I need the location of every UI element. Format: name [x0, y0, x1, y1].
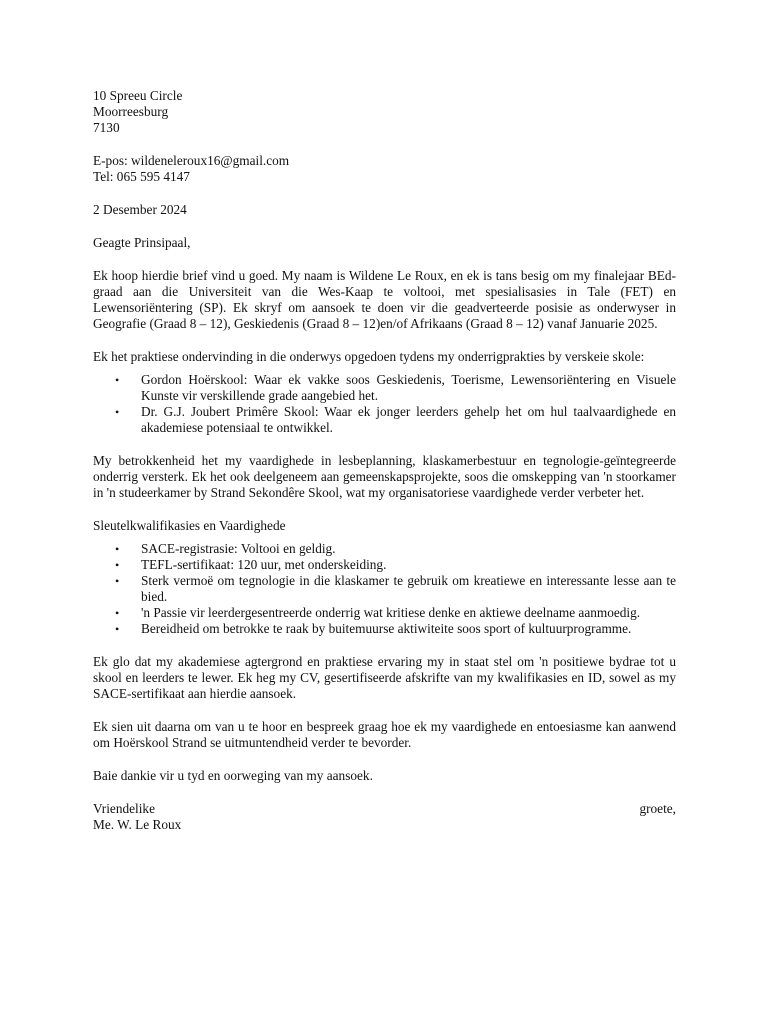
- letter-page: [93, 88, 676, 833]
- list-item: [93, 557, 676, 573]
- letter-date: [93, 202, 676, 218]
- salutation-text: Geagte Prinsipaal,: [93, 235, 191, 250]
- salutation: [93, 235, 676, 251]
- paragraph-experience: Ek het praktiese ondervinding in die onderwys opgedoen tydens my onderrigprakties by verskeie skole:: [93, 349, 645, 364]
- bullet-icon: •: [115, 622, 120, 636]
- date-text: 2 Desember 2024: [93, 202, 187, 217]
- list-item-text: TEFL-sertifikaat: 120 uur, met onderskeiding.: [141, 557, 387, 572]
- paragraph-thanks: Baie dankie vir u tyd en oorweging van my aansoek.: [93, 768, 373, 783]
- schools-list: [93, 372, 676, 436]
- list-item: [93, 621, 676, 637]
- signoff: [93, 801, 676, 833]
- bullet-icon: •: [115, 373, 120, 387]
- list-item: [93, 541, 676, 557]
- list-item-text: Bereidheid om betrokke te raak by buitemuurse aktiwiteite soos sport of kultuurprogramme.: [141, 621, 632, 636]
- list-item: [93, 372, 676, 404]
- bullet-icon: •: [115, 558, 120, 572]
- signoff-name: Me. W. Le Roux: [93, 817, 182, 832]
- signoff-line: [93, 801, 676, 817]
- signoff-left: Vriendelike: [93, 801, 155, 816]
- bullet-icon: •: [115, 542, 120, 556]
- list-item: [93, 404, 676, 436]
- list-item-text: SACE-registrasie: Voltooi en geldig.: [141, 541, 336, 556]
- paragraph-skills: My betrokkenheid het my vaardighede in lesbeplanning, klaskamerbestuur en tegnologie-geïntegreerde onderrig versterk. Ek het ook deelgeneem aan gemeenskapsprojekte, soos die omskepping van 'n stoorkamer in 'n studeerkamer by Strand Sekondêre Skool, wat my organisatoriese vaardighede verder verbeter het.: [93, 453, 676, 500]
- sender-address: [93, 88, 676, 136]
- contact-email: E-pos: wildeneleroux16@gmail.com: [93, 153, 290, 168]
- list-item-text: Dr. G.J. Joubert Primêre Skool: Waar ek jonger leerders gehelp het om hul taalvaardighede en akademiese potensiaal te ontwikkel.: [141, 404, 676, 435]
- paragraph-closing: Ek sien uit daarna om van u te hoor en bespreek graag hoe ek my vaardighede en entoesiasme kan aanwend om Hoërskool Strand se uitmuntendheid verder te bevorder.: [93, 719, 676, 750]
- address-street: 10 Spreeu Circle: [93, 88, 183, 103]
- list-item-text: Sterk vermoë om tegnologie in die klaskamer te gebruik om kreatiewe en interessante lesse aan te bied.: [141, 573, 676, 604]
- list-item-text: 'n Passie vir leerdergesentreerde onderrig wat kritiese denke en aktiewe deelname aanmoedig.: [141, 605, 641, 620]
- bullet-icon: •: [115, 606, 120, 620]
- list-item: [93, 605, 676, 621]
- bullet-icon: •: [115, 574, 120, 588]
- bullet-icon: •: [115, 405, 120, 419]
- address-town: Moorreesburg: [93, 104, 169, 119]
- signoff-right: groete,: [639, 801, 676, 816]
- address-postal-code: 7130: [93, 120, 120, 135]
- qualifications-list: [93, 541, 676, 637]
- contact-tel: Tel: 065 595 4147: [93, 169, 190, 184]
- paragraph-intro: Ek hoop hierdie brief vind u goed. My naam is Wildene Le Roux, en ek is tans besig om my finalejaar BEd-graad aan die Universiteit van die Wes-Kaap te voltooi, met spesialisasies in Tale (FET) en Lewensoriëntering (SP). Ek skryf om aansoek te doen vir die geadverteerde posisie as onderwyser in Geografie (Graad 8 – 12), Geskiedenis (Graad 8 – 12)en/of Afrikaans (Graad 8 – 12) vanaf Januarie 2025.: [93, 268, 676, 331]
- list-item: [93, 573, 676, 605]
- sender-contact: [93, 153, 676, 185]
- list-item-text: Gordon Hoërskool: Waar ek vakke soos Geskiedenis, Toerisme, Lewensoriëntering en Visuele Kunste vir verskillende grade aangebied het.: [141, 372, 676, 403]
- qualifications-heading: Sleutelkwalifikasies en Vaardighede: [93, 518, 286, 533]
- paragraph-contribution: Ek glo dat my akademiese agtergrond en praktiese ervaring my in staat stel om 'n positiewe bydrae tot u skool en leerders te lewer. Ek heg my CV, gesertifiseerde afskrifte van my kwalifikasies en ID, sowel as my SACE-sertifikaat aan hierdie aansoek.: [93, 654, 676, 701]
